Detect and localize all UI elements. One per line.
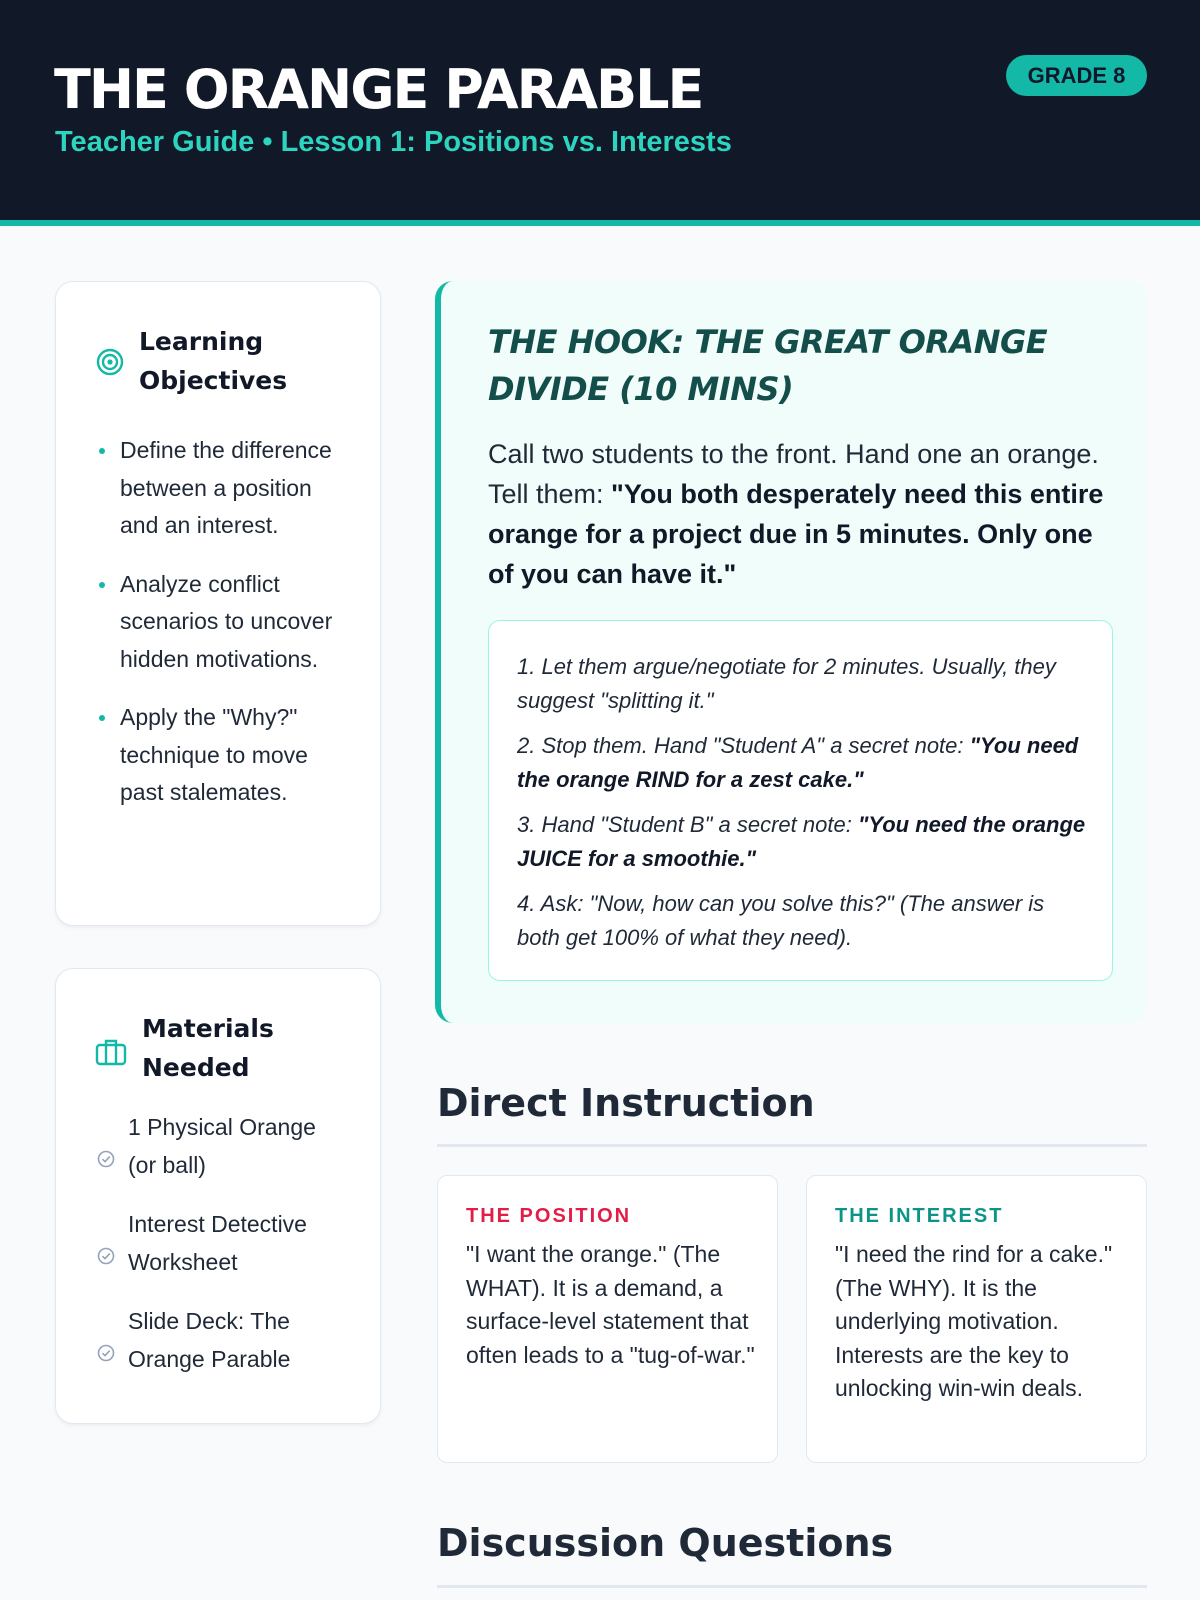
material-label: 1 Physical Orange (or ball)	[128, 1114, 316, 1178]
grade-badge: GRADE 8	[1006, 55, 1147, 96]
hook-step-bold: "You need the orange RIND for a zest cake."	[517, 733, 1079, 792]
materials-list	[94, 1109, 344, 1400]
material-item	[94, 1303, 344, 1400]
interest-card	[806, 1175, 1147, 1463]
material-label: Slide Deck: The Orange Parable	[128, 1308, 291, 1372]
page-title: THE ORANGE PARABLE	[54, 58, 703, 121]
hook-section	[435, 281, 1147, 1023]
position-label: THE POSITION	[466, 1205, 632, 1227]
hook-step	[517, 808, 1088, 875]
position-card	[437, 1175, 778, 1463]
objective-item: Define the difference between a position and an interest.	[96, 432, 346, 545]
objectives-card	[55, 281, 381, 926]
objectives-list	[96, 432, 346, 833]
material-label: Interest Detective Worksheet	[128, 1211, 307, 1275]
interest-text: "I need the rind for a cake." (The WHY). It is the underlying motivation. Interests are the key to unlocking win-win deals.	[835, 1241, 1113, 1401]
hook-step	[517, 650, 1088, 717]
hook-step	[517, 729, 1088, 796]
material-item	[94, 1109, 344, 1206]
check-circle-icon	[96, 1343, 116, 1363]
hook-step-text: 4. Ask: "Now, how can you solve this?" (The answer is both get 100% of what they need).	[517, 891, 1045, 950]
objective-item: Apply the "Why?" technique to move past stalemates.	[96, 699, 346, 812]
target-icon	[95, 347, 125, 377]
objective-item: Analyze conflict scenarios to uncover hidden motivations.	[96, 566, 346, 679]
materials-card	[55, 968, 381, 1424]
discussion-heading	[437, 1521, 1147, 1588]
page-subtitle: Teacher Guide • Lesson 1: Positions vs. Interests	[55, 126, 732, 158]
page-header	[0, 0, 1200, 226]
hook-step-bold: "You need the orange JUICE for a smoothie."	[517, 812, 1086, 871]
hook-title: THE HOOK: THE GREAT ORANGE DIVIDE (10 MINS)	[488, 323, 1048, 408]
hook-quote: "You both desperately need this entire orange for a project due in 5 minutes. Only one of you can have it."	[488, 479, 1104, 589]
hook-step-text: 3. Hand "Student B" a secret note:	[517, 812, 858, 837]
hook-intro	[488, 434, 1118, 594]
check-circle-icon	[96, 1149, 116, 1169]
objectives-title-line1: Learning	[139, 327, 264, 356]
materials-title-line2: Needed	[142, 1053, 250, 1082]
interest-label: THE INTEREST	[835, 1205, 1004, 1227]
briefcase-icon	[95, 1037, 127, 1067]
hook-step	[517, 887, 1088, 954]
discussion-title: Discussion Questions	[437, 1521, 894, 1565]
hook-step-text: 1. Let them argue/negotiate for 2 minutes. Usually, they suggest "splitting it."	[517, 654, 1056, 713]
material-item	[94, 1206, 344, 1303]
check-circle-icon	[96, 1246, 116, 1266]
position-text: "I want the orange." (The WHAT). It is a demand, a surface-level statement that often leads to a "tug-of-war."	[466, 1241, 755, 1368]
materials-title-line1: Materials	[142, 1014, 274, 1043]
hook-step-text: 2. Stop them. Hand "Student A" a secret note:	[517, 733, 970, 758]
direct-instruction-title: Direct Instruction	[437, 1081, 815, 1125]
direct-instruction-heading	[437, 1081, 1147, 1147]
hook-steps-box	[488, 620, 1113, 981]
objectives-title-line2: Objectives	[139, 366, 288, 395]
hook-intro-text: Call two students to the front. Hand one an orange. Tell them:	[488, 439, 1099, 509]
